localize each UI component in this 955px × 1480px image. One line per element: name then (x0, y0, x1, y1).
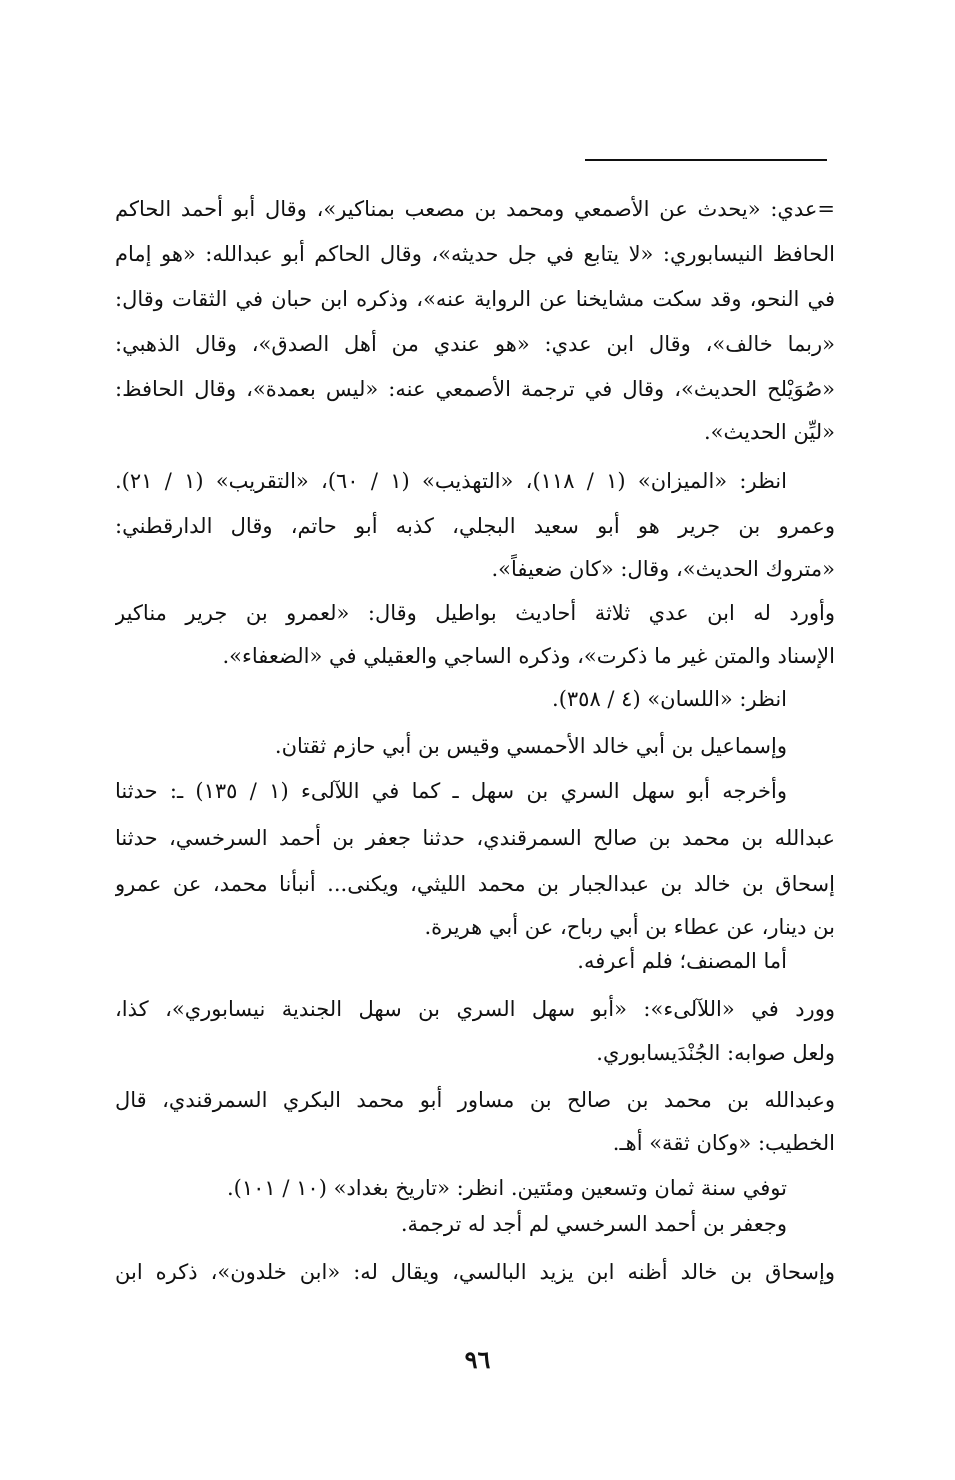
footnote-line: وأخرجه أبو سهل السري بن سهل ـ كما في اللآلىء (١ / ١٣٥) ـ: حدثنا (115, 779, 787, 803)
footnote-line: «ربما خالف»، وقال ابن عدي: «هو عندي من أهل الصدق»، وقال الذهبي: (115, 332, 835, 356)
footnote-line: عبدالله بن محمد بن صالح السمرقندي، حدثنا جعفر بن أحمد السرخسي، حدثنا (115, 826, 835, 850)
page-number: ٩٦ (464, 1345, 491, 1374)
footnote-line: وعمرو بن جرير هو أبو سعيد البجلي، كذبه أبو حاتم، وقال الدارقطني: (115, 514, 835, 538)
footnote-separator (585, 159, 827, 161)
footnote-line: وإسحاق بن خالد أظنه ابن يزيد البالسي، ويقال له: «ابن خلدون»، ذكره ابن (115, 1260, 835, 1284)
footnote-line: وإسماعيل بن أبي خالد الأحمسي وقيس بن أبي حازم ثقتان. (274, 734, 787, 758)
footnote-line: «ليِّن الحديث». (703, 420, 835, 444)
footnote-line: أما المصنف؛ فلم أعرفه. (577, 949, 787, 973)
footnote-line: الحافظ النيسابوري: «لا يتابع في جل حديثه»، وقال الحاكم أبو عبدالله: «هو إمام (115, 242, 835, 266)
footnote-line: «متروك الحديث»، وقال: «كان ضعيفاً». (491, 557, 835, 581)
footnote-line: بن دينار، عن عطاء بن أبي رباح، عن أبي هريرة. (424, 915, 835, 939)
footnote-line: في النحو، وقد سكت مشايخنا عن الرواية عنه»، وذكره ابن حبان في الثقات وقال: (115, 287, 835, 311)
footnote-line: إسحاق بن خالد بن عبدالجبار بن محمد الليثي، ويكنى... أنبأنا محمد، عن عمرو (115, 872, 835, 896)
footnote-line: وعبدالله بن محمد بن صالح بن مساور أبو محمد البكري السمرقندي، قال (115, 1088, 835, 1112)
footnote-line: «صُوَيْلح الحديث»، وقال في ترجمة الأصمعي عنه: «ليس بعمدة»، وقال الحافظ: (115, 377, 835, 401)
footnote-line: ولعل صوابه: الجُنْدَيسابوري. (596, 1041, 835, 1065)
footnote-line: توفي سنة ثمان وتسعين ومئتين. انظر: «تاريخ بغداد» (١٠ / ١٠١). (226, 1176, 787, 1200)
footnote-line: وأورد له ابن عدي ثلاثة أحاديث بواطيل وقال: «لعمرو بن جرير مناكير (115, 601, 835, 625)
footnote-line: الخطيب: «وكان ثقة» أهـ. (612, 1131, 835, 1155)
footnote-line: وورد في «اللآلىء»: «أبو سهل السري بن سهل الجندية نيسابوري»، كذا، (115, 997, 835, 1021)
footnote-line: انظر: «الميزان» (١ / ١١٨)، «التهذيب» (١ / ٦٠)، «التقريب» (١ / ٢١). (115, 469, 787, 493)
footnote-line: انظر: «اللسان» (٤ / ٣٥٨). (552, 687, 787, 711)
footnote-line: وجعفر بن أحمد السرخسي لم أجد له ترجمة. (400, 1212, 787, 1236)
footnote-line: الإسناد والمتن غير ما ذكرت»، وذكره الساجي والعقيلي في «الضعفاء». (222, 644, 835, 668)
footnote-line: =عدي: «يحدث عن الأصمعي ومحمد بن مصعب بمناكير»، وقال أبو أحمد الحاكم (115, 197, 835, 221)
